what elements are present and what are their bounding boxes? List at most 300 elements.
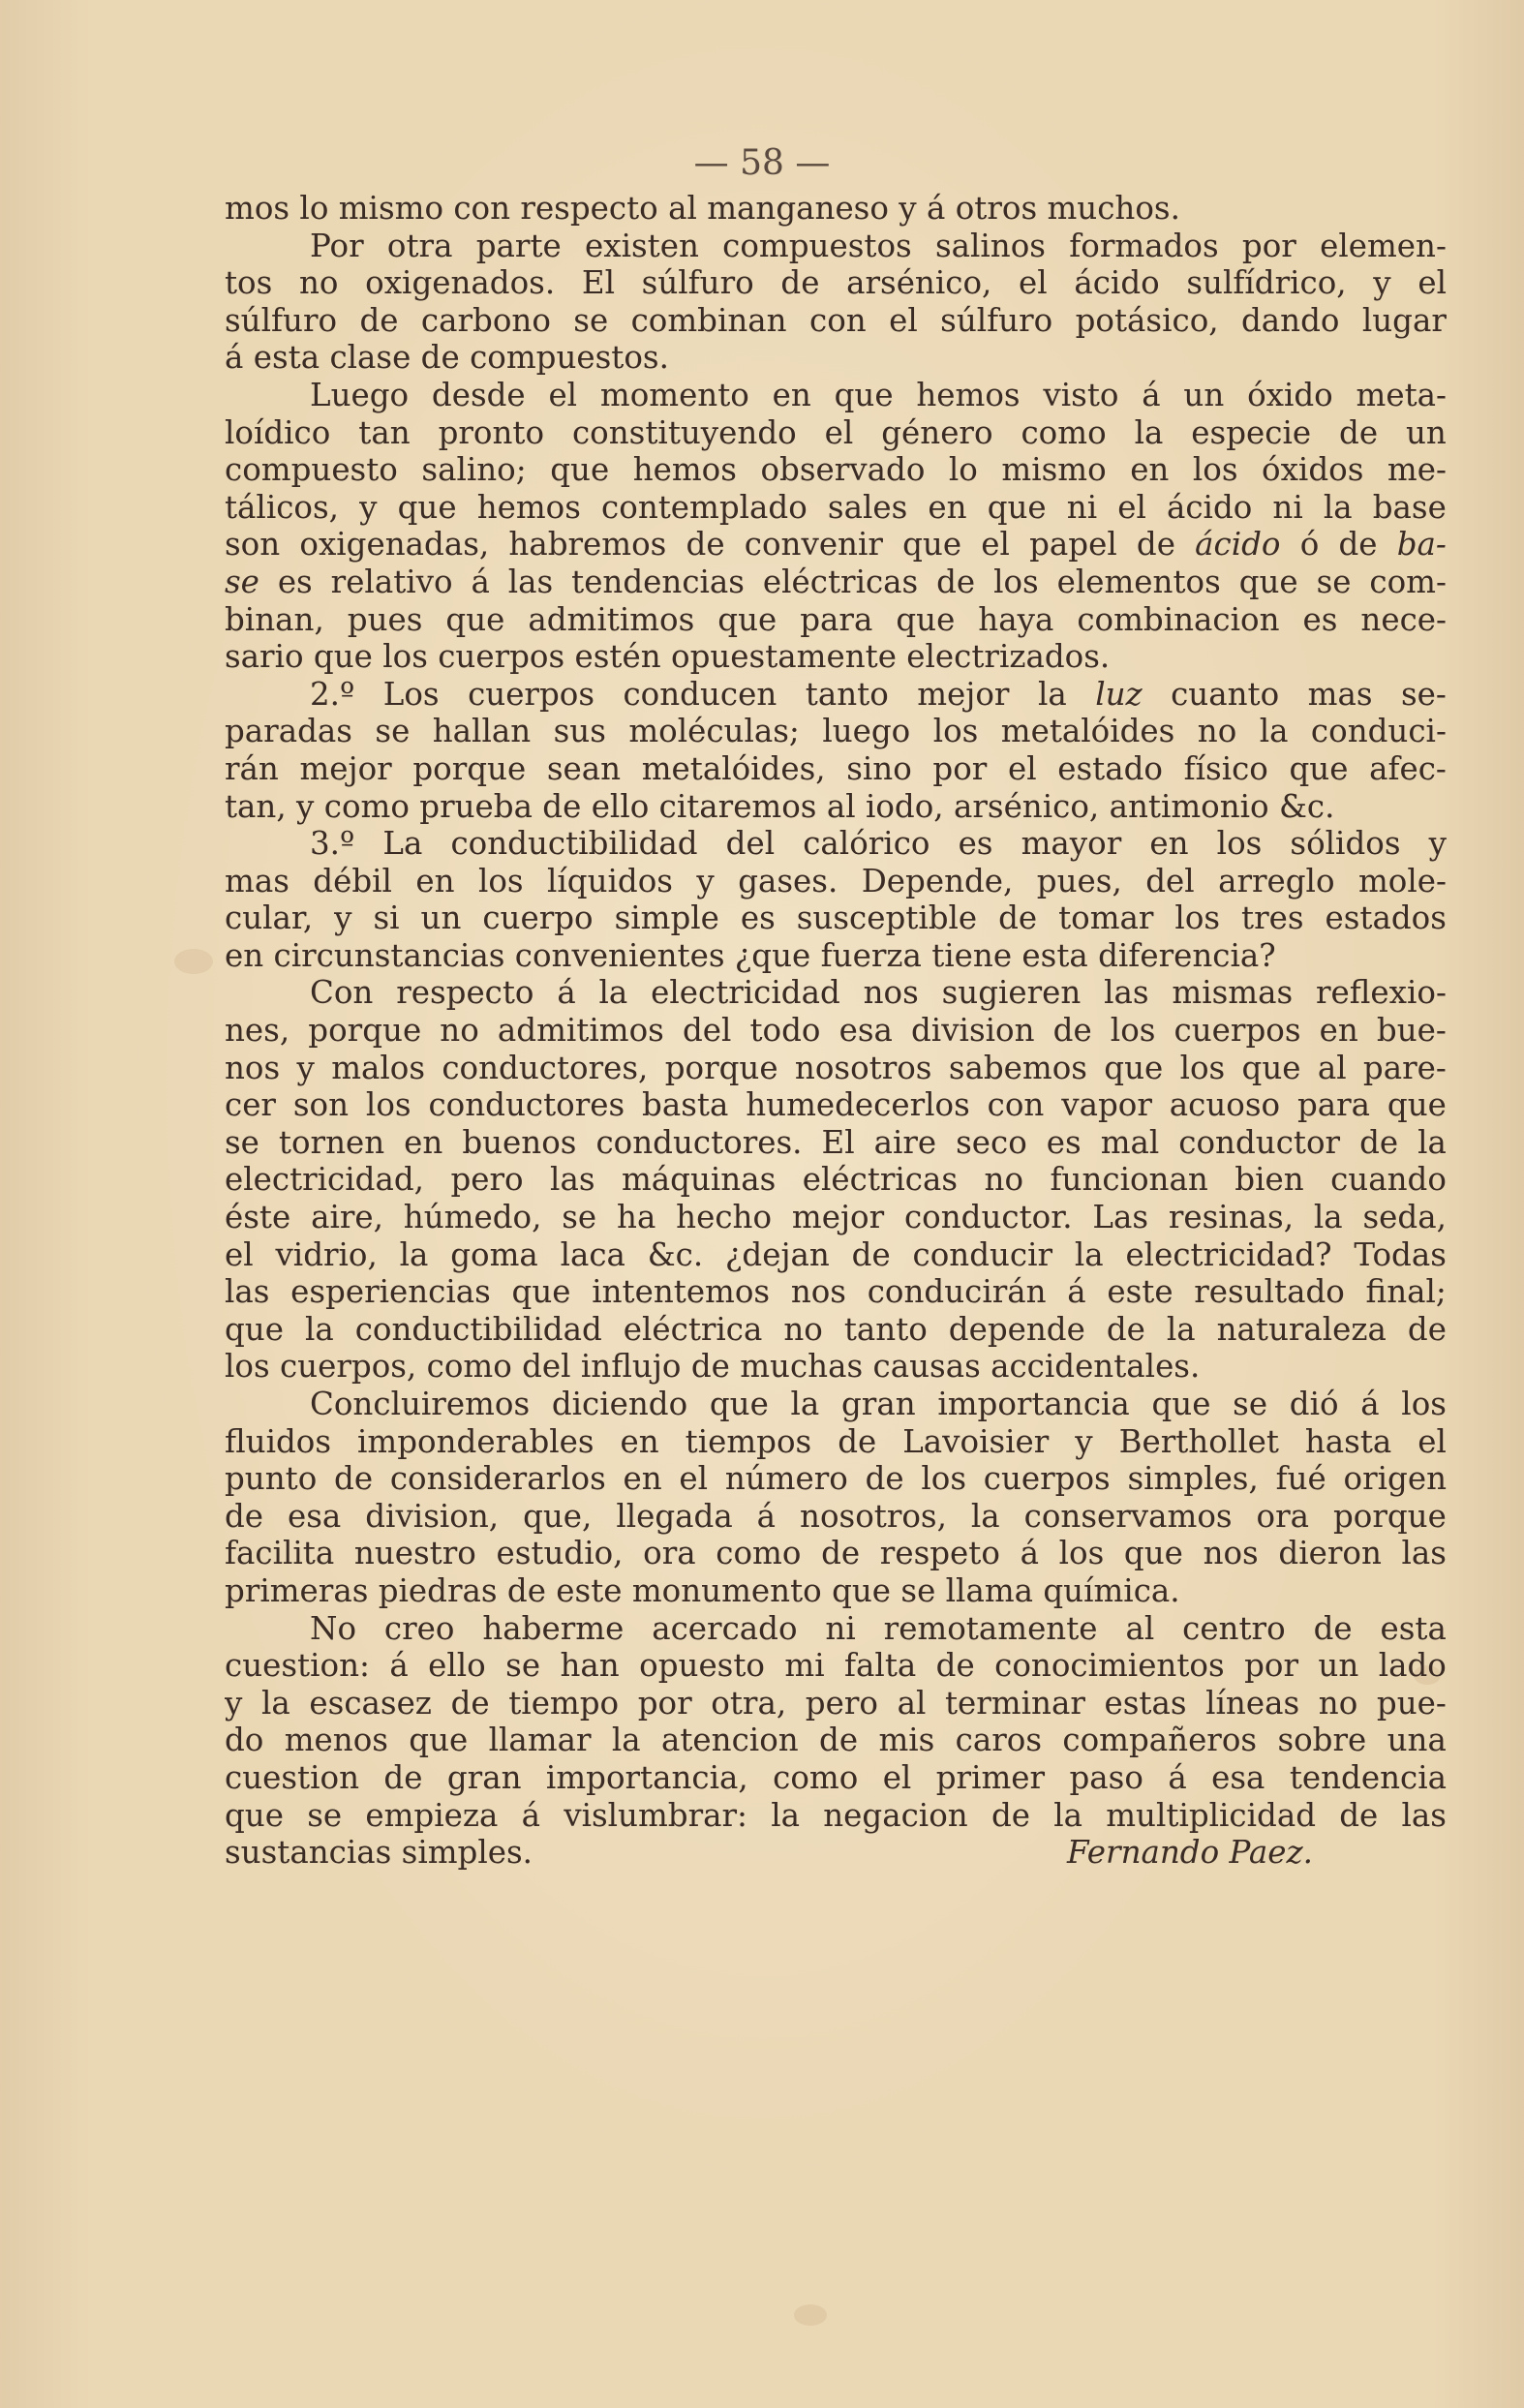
paper-stain (794, 2304, 827, 2326)
word: caros (955, 1722, 1043, 1759)
word: importancia, (545, 1758, 748, 1796)
word: á (1020, 1535, 1039, 1572)
word: es (277, 563, 313, 600)
word: del (522, 1348, 571, 1386)
word: pare- (1362, 1049, 1447, 1086)
word: que (1123, 1535, 1183, 1572)
word: que (902, 526, 962, 564)
word: no (1197, 713, 1237, 750)
word: un (420, 899, 462, 937)
word: se (505, 1647, 541, 1685)
word: me- (1387, 451, 1447, 489)
text-line (225, 1722, 1447, 1759)
word: vapor (1061, 1086, 1152, 1124)
text-line (225, 1572, 1447, 1610)
word: Lavoisier (902, 1422, 1050, 1460)
word: nosotros (794, 1049, 932, 1086)
word: conducir (912, 1235, 1053, 1273)
word: paradas (225, 713, 352, 750)
word: otros (955, 190, 1038, 227)
word: mas (225, 862, 290, 899)
word: respeto (879, 1535, 1000, 1572)
word: Los (382, 675, 440, 713)
word: carbono (420, 301, 551, 339)
word: los (921, 1460, 967, 1498)
text-line (225, 1610, 1447, 1648)
word: salinos (934, 227, 1046, 264)
word: nos (863, 974, 919, 1012)
word: sobre (1277, 1722, 1367, 1759)
word: meta- (1356, 376, 1447, 413)
word: mayor (1021, 825, 1122, 863)
word: se (375, 713, 411, 750)
word: compuesto (225, 451, 398, 489)
word: óxido (1247, 376, 1333, 413)
word: la (1074, 1235, 1104, 1273)
word: que (834, 376, 894, 413)
word: ácido (1166, 488, 1253, 526)
word: la (598, 974, 628, 1012)
word: de (506, 1571, 546, 1609)
word: eléctricas (762, 563, 919, 600)
word: tornen (278, 1123, 385, 1161)
word: electrizados. (906, 638, 1111, 676)
text-line (225, 1236, 1447, 1274)
word: que (225, 1796, 284, 1834)
word: eléctrica (623, 1310, 763, 1348)
word: las (550, 1161, 595, 1199)
word: un (1406, 413, 1447, 451)
text-line (225, 1124, 1447, 1162)
word: menos (284, 1722, 388, 1759)
word: formados (1069, 227, 1219, 264)
word: relativo (330, 563, 453, 600)
word: el (225, 1235, 254, 1273)
word: haberme (482, 1609, 625, 1647)
word: empieza (365, 1796, 499, 1834)
word: Luego (310, 376, 410, 413)
word: sus (553, 713, 606, 750)
word: mal (1100, 1123, 1160, 1161)
word: base (1372, 488, 1447, 526)
word: la (1259, 713, 1289, 750)
word: hemos (916, 376, 1021, 413)
text-line (225, 1797, 1447, 1835)
word: es (1046, 1123, 1082, 1161)
word: como (323, 787, 410, 825)
word: manganeso (707, 190, 889, 227)
word: nos (225, 1049, 281, 1086)
word: los (477, 862, 524, 899)
word: compañeros (1062, 1722, 1258, 1759)
word: que (832, 1571, 892, 1609)
text-line (225, 526, 1447, 564)
word: de (998, 899, 1038, 937)
word: dando (1240, 301, 1340, 339)
word: monumento (631, 1571, 822, 1609)
word: conductibilidad (450, 825, 698, 863)
word: luz (1095, 675, 1143, 713)
word: gran (446, 1758, 522, 1796)
word: final; (1365, 1273, 1447, 1311)
word: iodo, (865, 787, 944, 825)
word: fué (1275, 1460, 1326, 1498)
word: con (809, 301, 867, 339)
word: estudio, (496, 1535, 624, 1572)
word: el (548, 376, 578, 413)
word: humedecerlos (746, 1086, 970, 1124)
word: observado (760, 451, 926, 489)
word: mismo (1001, 451, 1107, 489)
text-line (225, 1535, 1447, 1572)
word: respecto (520, 190, 658, 227)
word: conductores (428, 1086, 625, 1124)
word: en (620, 1422, 659, 1460)
word: los (1401, 1386, 1447, 1422)
word: sulfídrico, (1186, 264, 1347, 302)
word: depende (948, 1310, 1085, 1348)
word: máquinas (621, 1161, 777, 1199)
word: por (932, 749, 988, 787)
word: citaremos (658, 787, 817, 825)
text-line (225, 1759, 1447, 1797)
word: á (521, 1796, 540, 1834)
word: imponderables (357, 1422, 594, 1460)
word: multiplicidad (1106, 1796, 1317, 1834)
word: en (404, 1123, 443, 1161)
word: terminar (944, 1684, 1085, 1722)
word: laca (560, 1235, 625, 1273)
word: fuerza (820, 936, 922, 974)
word: seda, (1362, 1199, 1447, 1236)
word: de (819, 1722, 859, 1759)
word: piedras (378, 1571, 498, 1609)
word: susceptible (796, 899, 978, 937)
word: nuestro (353, 1535, 476, 1572)
word: moléculas; (628, 713, 800, 750)
word: para (1296, 1086, 1371, 1124)
word: esta (253, 339, 320, 377)
word: cuanto (1171, 675, 1280, 713)
word: que (313, 638, 373, 676)
word: si (373, 899, 400, 937)
word: bue- (1376, 1012, 1447, 1050)
text-line (225, 937, 1447, 975)
word: este (1107, 1273, 1173, 1311)
word: electricidad? (1125, 1235, 1332, 1273)
word: tan (358, 413, 411, 451)
word: ha (617, 1199, 656, 1236)
word: que (511, 1273, 571, 1311)
word: Las (1092, 1199, 1149, 1236)
text-line (225, 1685, 1447, 1722)
word: en (1130, 451, 1170, 489)
text-line (225, 1647, 1447, 1685)
text-line (225, 788, 1447, 826)
word: pues, (1036, 862, 1122, 899)
word: que (409, 1722, 469, 1759)
word: como (1021, 413, 1107, 451)
word: llamar (488, 1722, 592, 1759)
word: &c. (647, 1235, 704, 1273)
word: electricidad (651, 974, 840, 1012)
word: vislumbrar: (564, 1796, 747, 1834)
word: opuestamente (671, 638, 897, 676)
word: gran (840, 1386, 916, 1422)
word: á (1360, 1386, 1380, 1422)
word: por (637, 1684, 692, 1722)
word: no (984, 1161, 1024, 1199)
word: de (334, 1460, 374, 1498)
word: aire (873, 1123, 937, 1161)
word: del (1145, 862, 1195, 899)
word: la (771, 1796, 801, 1834)
word: &c. (1278, 787, 1335, 825)
word: es (740, 899, 776, 937)
word: tendencia (1289, 1758, 1447, 1796)
word: de (935, 1647, 975, 1685)
word: que (987, 488, 1047, 526)
word: cuerpos, (279, 1348, 417, 1386)
word: el (1117, 488, 1146, 526)
word: hallan (432, 713, 532, 750)
word: primeras (225, 1571, 369, 1609)
word: binan, (225, 600, 324, 638)
word: naturaleza (1216, 1310, 1387, 1348)
word: acuoso (1169, 1086, 1281, 1124)
word: gases. (738, 862, 838, 899)
text-line (225, 1273, 1447, 1311)
word: Con (310, 974, 374, 1012)
word: mejor (299, 749, 392, 787)
word: mejor (917, 675, 1010, 713)
word: conduci- (1310, 713, 1447, 750)
word: que (1289, 749, 1349, 787)
word: metalóides, (641, 749, 826, 787)
word: líneas (1205, 1684, 1300, 1722)
word: los (365, 1086, 411, 1124)
word: contemplado (601, 488, 808, 526)
word: son (225, 526, 281, 564)
text-line (225, 489, 1447, 527)
word: ello (591, 787, 650, 825)
word: calórico (803, 825, 930, 863)
word: ba- (1396, 526, 1447, 564)
word: que (896, 600, 956, 638)
word: arsénico, (846, 264, 992, 302)
word: súlfuro (940, 301, 1053, 339)
word: momento (599, 376, 749, 413)
word: ácido (1074, 264, 1160, 302)
word: Berthollet (1118, 1422, 1279, 1460)
word: conductibilidad (354, 1310, 602, 1348)
word: mi (784, 1647, 825, 1685)
page-number: — 58 — (693, 143, 831, 183)
word: sales (827, 488, 908, 526)
word: las (1401, 1796, 1447, 1834)
word: especie (1191, 413, 1312, 451)
word: conductores. (595, 1123, 803, 1161)
word: que (1104, 1049, 1164, 1086)
word: tomar (1058, 899, 1154, 937)
word: No (310, 1609, 357, 1647)
word: Todas (1354, 1235, 1447, 1273)
word: nosotros, (800, 1497, 947, 1535)
word: pronto (438, 413, 545, 451)
word: de (359, 301, 399, 339)
word: que (717, 600, 777, 638)
word: química. (1043, 1571, 1180, 1609)
word: arsénico, (953, 787, 1100, 825)
word: esta (1021, 936, 1088, 974)
word: los (382, 638, 428, 676)
word: y (225, 1684, 243, 1722)
word: de (780, 264, 820, 302)
word: cuerpos (1173, 1012, 1301, 1050)
word: conducirán (867, 1273, 1047, 1311)
word: esa (1211, 1758, 1265, 1796)
word: salino; (421, 451, 527, 489)
word: esa (288, 1497, 342, 1535)
word: débil (313, 862, 392, 899)
word: intentemos (592, 1273, 771, 1311)
word: division, (365, 1497, 500, 1535)
word: nes, (225, 1012, 290, 1050)
word: que (397, 488, 457, 526)
page-body-text (225, 190, 1447, 1872)
word: estados (1325, 899, 1447, 937)
word: otra, (711, 1684, 787, 1722)
text-line (225, 863, 1447, 900)
word: la (1053, 1796, 1082, 1834)
word: acercado (652, 1609, 798, 1647)
word: diferencia? (1098, 936, 1276, 974)
word: dieron (1278, 1535, 1382, 1572)
word: y (696, 862, 715, 899)
word: la (1166, 1310, 1196, 1348)
word: se (573, 301, 609, 339)
word: mismo (338, 190, 444, 227)
word: pues (347, 600, 423, 638)
word: ora (643, 1535, 696, 1572)
word: cuerpo (482, 899, 594, 937)
word: al (1317, 1049, 1347, 1086)
word: funcionan (1050, 1161, 1208, 1199)
word: mos (225, 190, 290, 227)
word: remotamente (883, 1609, 1098, 1647)
text-line (225, 228, 1447, 265)
text-line (225, 1348, 1447, 1386)
text-line (225, 825, 1447, 863)
word: estas (1104, 1684, 1187, 1722)
word: de (1106, 1310, 1145, 1348)
word: convenir (744, 526, 883, 564)
word: de (1359, 1123, 1399, 1161)
word: todo (749, 1012, 821, 1050)
word: los (225, 1348, 270, 1386)
word: tos (225, 264, 273, 302)
word: al (668, 190, 697, 227)
word: la (1417, 1123, 1447, 1161)
word: ni (825, 1609, 856, 1647)
word: goma (450, 1235, 538, 1273)
word: el (1417, 1422, 1447, 1460)
word: esa (838, 1012, 893, 1050)
word: y (296, 787, 315, 825)
word: respecto (396, 974, 534, 1012)
word: tres (1241, 899, 1304, 937)
word: de (1136, 526, 1175, 564)
word: un (1318, 1647, 1359, 1685)
text-line (225, 1086, 1447, 1124)
word: buenos (462, 1123, 577, 1161)
word: por (1241, 227, 1296, 264)
word: pero (805, 1684, 878, 1722)
word: de (420, 339, 460, 377)
word: visto (1043, 376, 1119, 413)
word: pue- (1376, 1684, 1447, 1722)
word: de (1052, 1012, 1092, 1050)
word: resultado (1194, 1273, 1345, 1311)
word: potásico, (1075, 301, 1219, 339)
word: en (928, 488, 967, 526)
word: centro (1182, 1609, 1286, 1647)
word: ni (1066, 488, 1098, 526)
word: no (1318, 1684, 1358, 1722)
word: que (1387, 1086, 1447, 1124)
word: á (557, 974, 576, 1012)
word: rán (225, 749, 279, 787)
word: de (225, 1497, 264, 1535)
word: 3.º (310, 825, 355, 863)
text-line (225, 564, 1447, 601)
word: causas (872, 1348, 981, 1386)
word: fluidos (225, 1422, 332, 1460)
word: sino (846, 749, 912, 787)
word: á (1067, 1273, 1086, 1311)
word: porque (1332, 1497, 1447, 1535)
word: primer (935, 1758, 1046, 1796)
word: facilita (225, 1535, 335, 1572)
text-line (225, 750, 1447, 788)
word: sabemos (948, 1049, 1087, 1086)
word: mis (878, 1722, 935, 1759)
word: y (1428, 825, 1447, 863)
word: al (826, 787, 856, 825)
word: de (991, 1796, 1030, 1834)
word: tendencias (571, 563, 745, 600)
word: haya (978, 600, 1054, 638)
word: tanto (843, 1310, 928, 1348)
word: que, (523, 1497, 593, 1535)
word: á (389, 1647, 409, 1685)
word: y (359, 488, 378, 526)
word: con (453, 190, 511, 227)
word: que (709, 1386, 769, 1422)
word: por (1244, 1647, 1298, 1685)
word: combinan (630, 301, 787, 339)
word: que (1238, 563, 1298, 600)
word: hecho (676, 1199, 773, 1236)
text-line (225, 713, 1447, 750)
word: 2.º (310, 675, 355, 713)
word: y (1075, 1422, 1093, 1460)
word: creo (383, 1609, 455, 1647)
word: nos (790, 1273, 846, 1311)
word: division (911, 1012, 1035, 1050)
word: se (562, 1199, 597, 1236)
word: atencion (661, 1722, 799, 1759)
